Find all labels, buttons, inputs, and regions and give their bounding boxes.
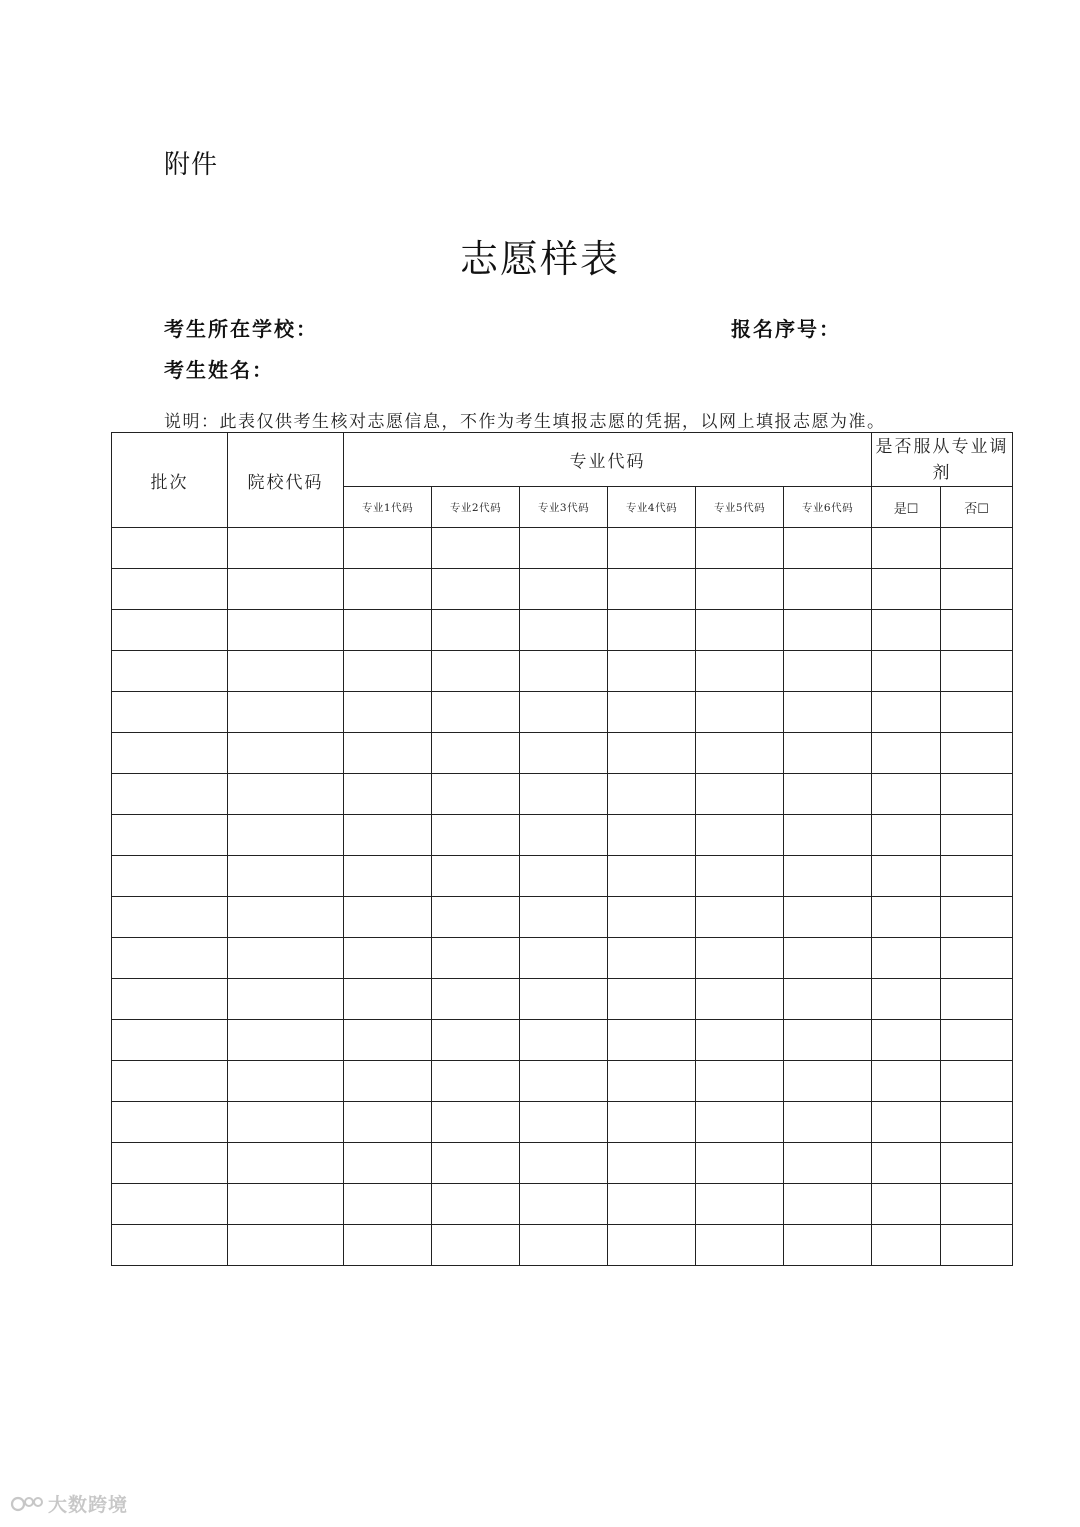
table-cell[interactable] [344,938,432,979]
table-cell[interactable] [696,815,784,856]
table-cell[interactable] [941,692,1013,733]
table-cell[interactable] [872,733,941,774]
table-cell[interactable] [344,528,432,569]
table-cell[interactable] [784,938,872,979]
table-cell[interactable] [520,1020,608,1061]
table-cell[interactable] [228,815,344,856]
table-cell[interactable] [608,1020,696,1061]
table-cell[interactable] [784,897,872,938]
table-cell[interactable] [696,1020,784,1061]
table-row [112,651,1013,692]
table-row [112,1020,1013,1061]
table-cell[interactable] [784,528,872,569]
table-cell[interactable] [432,815,520,856]
table-row [112,733,1013,774]
table-cell[interactable] [608,528,696,569]
instruction-note: 说明：此表仅供考生核对志愿信息，不作为考生填报志愿的凭据，以网上填报志愿为准。 [164,412,886,432]
table-cell[interactable] [228,569,344,610]
table-cell[interactable] [941,1225,1013,1266]
table-cell[interactable] [228,651,344,692]
table-cell[interactable] [228,528,344,569]
table-cell[interactable] [941,733,1013,774]
table-cell[interactable] [608,815,696,856]
table-cell[interactable] [344,569,432,610]
table-cell[interactable] [784,979,872,1020]
college-code-header: 院校代码 [228,433,344,528]
registration-number-label: 报名序号： [731,317,841,341]
table-cell[interactable] [696,897,784,938]
table-cell[interactable] [344,1102,432,1143]
table-cell[interactable] [228,897,344,938]
table-cell[interactable] [112,610,228,651]
table-cell[interactable] [520,1225,608,1266]
table-cell[interactable] [112,1061,228,1102]
table-header-row [112,433,1013,487]
table-cell[interactable] [228,979,344,1020]
table-cell[interactable] [228,1102,344,1143]
table-cell[interactable] [608,692,696,733]
table-cell[interactable] [112,979,228,1020]
table-cell[interactable] [112,897,228,938]
table-cell[interactable] [608,651,696,692]
table-row [112,1143,1013,1184]
table-cell[interactable] [872,1143,941,1184]
table-cell[interactable] [432,979,520,1020]
table-cell[interactable] [112,733,228,774]
table-cell[interactable] [872,774,941,815]
table-cell[interactable] [520,610,608,651]
table-cell[interactable] [941,651,1013,692]
table-cell[interactable] [432,651,520,692]
table-cell[interactable] [344,897,432,938]
table-cell[interactable] [941,528,1013,569]
table-cell[interactable] [784,1184,872,1225]
table-cell[interactable] [112,1102,228,1143]
table-cell[interactable] [228,1061,344,1102]
table-cell[interactable] [941,1020,1013,1061]
table-cell[interactable] [520,1143,608,1184]
table-cell[interactable] [608,610,696,651]
table-cell[interactable] [872,569,941,610]
table-cell[interactable] [228,1143,344,1184]
table-cell[interactable] [784,651,872,692]
watermark [10,1490,128,1517]
table-cell[interactable] [784,774,872,815]
table-row [112,856,1013,897]
table-row [112,692,1013,733]
table-cell[interactable] [608,1102,696,1143]
table-cell[interactable] [520,651,608,692]
table-cell[interactable] [872,1020,941,1061]
table-cell[interactable] [520,1184,608,1225]
table-cell[interactable] [344,774,432,815]
table-cell[interactable] [520,979,608,1020]
table-cell[interactable] [344,692,432,733]
table-row [112,897,1013,938]
table-cell[interactable] [112,1184,228,1225]
attachment-label: 附件 [164,150,219,180]
table-cell[interactable] [872,979,941,1020]
batch-header: 批次 [112,433,228,528]
table-cell[interactable] [941,1143,1013,1184]
table-cell[interactable] [432,1061,520,1102]
table-cell[interactable] [696,1143,784,1184]
table-cell[interactable] [112,528,228,569]
table-cell[interactable] [941,1102,1013,1143]
table-cell[interactable] [872,1061,941,1102]
table-cell[interactable] [941,856,1013,897]
table-cell[interactable] [872,856,941,897]
table-cell[interactable] [520,1061,608,1102]
table-cell[interactable] [941,1061,1013,1102]
adjustment-header: 是否服从专业调剂 [872,433,1013,487]
table-cell[interactable] [608,979,696,1020]
table-cell[interactable] [608,774,696,815]
table-row [112,979,1013,1020]
table-cell[interactable] [344,610,432,651]
table-cell[interactable] [344,815,432,856]
table-cell[interactable] [872,1225,941,1266]
major-6-code-header: 专业6代码 [784,487,872,528]
table-cell[interactable] [696,651,784,692]
table-cell[interactable] [696,610,784,651]
table-cell[interactable] [872,651,941,692]
table-cell[interactable] [228,733,344,774]
table-cell[interactable] [520,528,608,569]
table-cell[interactable] [696,692,784,733]
table-cell[interactable] [696,1225,784,1266]
table-cell[interactable] [344,856,432,897]
table-row [112,938,1013,979]
major-2-code-header: 专业2代码 [432,487,520,528]
table-cell[interactable] [872,938,941,979]
table-cell[interactable] [520,733,608,774]
table-cell[interactable] [784,733,872,774]
table-row [112,1061,1013,1102]
table-cell[interactable] [520,938,608,979]
table-cell[interactable] [520,815,608,856]
table-cell[interactable] [608,1143,696,1184]
table-cell[interactable] [608,856,696,897]
table-row [112,1102,1013,1143]
table-cell[interactable] [112,815,228,856]
table-cell[interactable] [432,1020,520,1061]
table-row [112,528,1013,569]
table-cell[interactable] [520,1102,608,1143]
table-cell[interactable] [520,569,608,610]
table-cell[interactable] [228,856,344,897]
table-cell[interactable] [112,1143,228,1184]
table-cell[interactable] [344,651,432,692]
watermark-text: 大数跨境 [48,1494,129,1516]
table-cell[interactable] [941,1184,1013,1225]
table-cell[interactable] [784,569,872,610]
table-cell[interactable] [608,897,696,938]
table-cell[interactable] [520,856,608,897]
table-row [112,815,1013,856]
major-4-code-header: 专业4代码 [608,487,696,528]
adjust-yes-checkbox[interactable]: 是☐ [872,487,941,528]
table-cell[interactable] [344,1020,432,1061]
table-cell[interactable] [228,938,344,979]
table-cell[interactable] [784,1061,872,1102]
table-cell[interactable] [112,856,228,897]
table-cell[interactable] [432,1225,520,1266]
table-cell[interactable] [941,569,1013,610]
table-cell[interactable] [608,1184,696,1225]
table-cell[interactable] [432,1143,520,1184]
table-cell[interactable] [344,1184,432,1225]
table-cell[interactable] [784,1225,872,1266]
table-cell[interactable] [696,733,784,774]
major-5-code-header: 专业5代码 [696,487,784,528]
table-cell[interactable] [228,1225,344,1266]
table-cell[interactable] [608,938,696,979]
table-cell[interactable] [520,774,608,815]
table-cell[interactable] [112,1225,228,1266]
table-cell[interactable] [112,938,228,979]
table-cell[interactable] [872,897,941,938]
table-cell[interactable] [872,610,941,651]
table-cell[interactable] [872,692,941,733]
table-cell[interactable] [344,733,432,774]
table-cell[interactable] [696,856,784,897]
table-cell[interactable] [696,1061,784,1102]
table-cell[interactable] [941,774,1013,815]
table-cell[interactable] [608,1061,696,1102]
table-cell[interactable] [872,528,941,569]
table-cell[interactable] [696,528,784,569]
table-row [112,1184,1013,1225]
table-cell[interactable] [520,897,608,938]
table-cell[interactable] [784,1020,872,1061]
table-cell[interactable] [608,569,696,610]
table-cell[interactable] [432,774,520,815]
table-cell[interactable] [112,1020,228,1061]
table-cell[interactable] [872,1102,941,1143]
table-cell[interactable] [784,1143,872,1184]
table-cell[interactable] [432,1102,520,1143]
table-cell[interactable] [872,1184,941,1225]
table-cell[interactable] [784,856,872,897]
table-cell[interactable] [112,569,228,610]
table-cell[interactable] [696,979,784,1020]
table-cell[interactable] [872,815,941,856]
table-row [112,774,1013,815]
table-cell[interactable] [941,897,1013,938]
table-cell[interactable] [784,610,872,651]
table-row [112,1225,1013,1266]
table-cell[interactable] [941,610,1013,651]
table-cell[interactable] [696,938,784,979]
application-form-table [111,432,1013,1266]
table-cell[interactable] [608,733,696,774]
table-cell[interactable] [432,938,520,979]
table-row [112,569,1013,610]
major-code-header: 专业代码 [344,433,872,487]
table-cell[interactable] [228,774,344,815]
table-cell[interactable] [784,815,872,856]
table-cell[interactable] [696,774,784,815]
table-cell[interactable] [608,1225,696,1266]
table-cell[interactable] [432,692,520,733]
table-cell[interactable] [784,1102,872,1143]
table-cell[interactable] [432,569,520,610]
table-cell[interactable] [432,528,520,569]
table-cell[interactable] [520,692,608,733]
table-cell[interactable] [112,651,228,692]
table-cell[interactable] [228,1184,344,1225]
table-cell[interactable] [784,692,872,733]
major-3-code-header: 专业3代码 [520,487,608,528]
table-cell[interactable] [696,1102,784,1143]
major-1-code-header: 专业1代码 [344,487,432,528]
school-field-label: 考生所在学校： [164,317,318,341]
table-cell[interactable] [344,979,432,1020]
table-cell[interactable] [228,610,344,651]
table-cell[interactable] [112,774,228,815]
table-cell[interactable] [941,979,1013,1020]
student-name-label: 考生姓名： [164,358,274,382]
table-cell[interactable] [432,856,520,897]
table-cell[interactable] [432,610,520,651]
table-cell[interactable] [344,1143,432,1184]
table-cell[interactable] [432,897,520,938]
table-cell[interactable] [696,569,784,610]
table-cell[interactable] [112,692,228,733]
table-cell[interactable] [432,733,520,774]
table-cell[interactable] [941,815,1013,856]
table-cell[interactable] [344,1225,432,1266]
table-cell[interactable] [228,1020,344,1061]
adjust-no-checkbox[interactable]: 否☐ [941,487,1013,528]
table-cell[interactable] [344,1061,432,1102]
table-row [112,610,1013,651]
page-title: 志愿样表 [459,237,620,281]
table-cell[interactable] [696,1184,784,1225]
table-cell[interactable] [432,1184,520,1225]
brand-logo-icon [10,1494,44,1514]
table-cell[interactable] [228,692,344,733]
table-cell[interactable] [941,938,1013,979]
